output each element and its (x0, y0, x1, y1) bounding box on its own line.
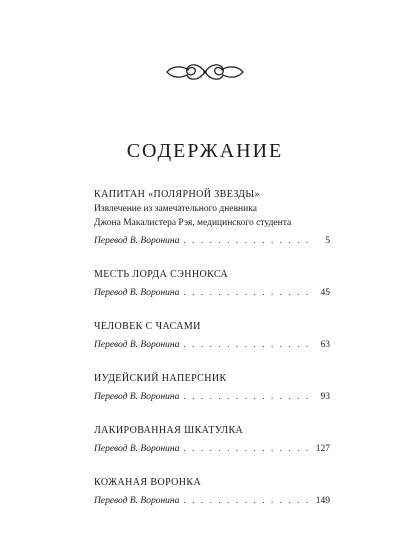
dot-leader (183, 286, 312, 300)
dot-leader (183, 234, 312, 248)
dot-leader (183, 494, 311, 508)
entry-line (94, 390, 330, 404)
entry-title: МЕСТЬ ЛОРДА СЭННОКСА (94, 269, 229, 280)
entry-title: ЧЕЛОВЕК С ЧАСАМИ (94, 321, 201, 332)
entry-title: КОЖАНАЯ ВОРОНКА (94, 477, 202, 488)
toc-entry[interactable] (94, 320, 330, 352)
entry-title: КАПИТАН «ПОЛЯРНОЙ ЗВЕЗДЫ» (94, 189, 260, 200)
page-title: СОДЕРЖАНИЕ (126, 140, 284, 162)
translator-credit: Перевод В. Воронина (94, 444, 180, 454)
page-number: 63 (320, 340, 330, 350)
dot-leader (183, 390, 312, 404)
entry-line (94, 286, 330, 300)
translator-credit: Перевод В. Воронина (94, 340, 180, 350)
translator-credit: Перевод В. Воронина (94, 288, 180, 298)
entry-line (94, 338, 330, 352)
entry-line (94, 234, 330, 248)
page-number: 93 (320, 392, 330, 402)
toc-entry[interactable] (94, 424, 330, 456)
translator-credit: Перевод В. Воронина (94, 392, 180, 402)
entry-subtitle: Джона Макалистера Рэя, медицинского студента (94, 218, 292, 228)
translator-credit: Перевод В. Воронина (94, 236, 180, 246)
entry-line (94, 442, 330, 456)
entry-title: ЛАКИРОВАННАЯ ШКАТУЛКА (94, 425, 244, 436)
dot-leader (183, 442, 311, 456)
entry-title: ИУДЕЙСКИЙ НАПЕРСНИК (94, 373, 227, 384)
toc-entry[interactable] (94, 372, 330, 404)
toc-entry[interactable] (94, 268, 330, 300)
table-of-contents (94, 188, 330, 528)
page-number: 5 (325, 236, 330, 246)
page-number: 45 (320, 288, 330, 298)
toc-entry[interactable] (94, 476, 330, 508)
toc-entry[interactable] (94, 188, 330, 248)
translator-credit: Перевод В. Воронина (94, 496, 180, 506)
entry-line (94, 494, 330, 508)
page-number: 127 (315, 444, 330, 454)
flourish-ornament-icon (165, 57, 245, 87)
page-number: 149 (315, 496, 330, 506)
entry-subtitle: Извлечение из замечательного дневника (94, 204, 257, 214)
dot-leader (183, 338, 312, 352)
